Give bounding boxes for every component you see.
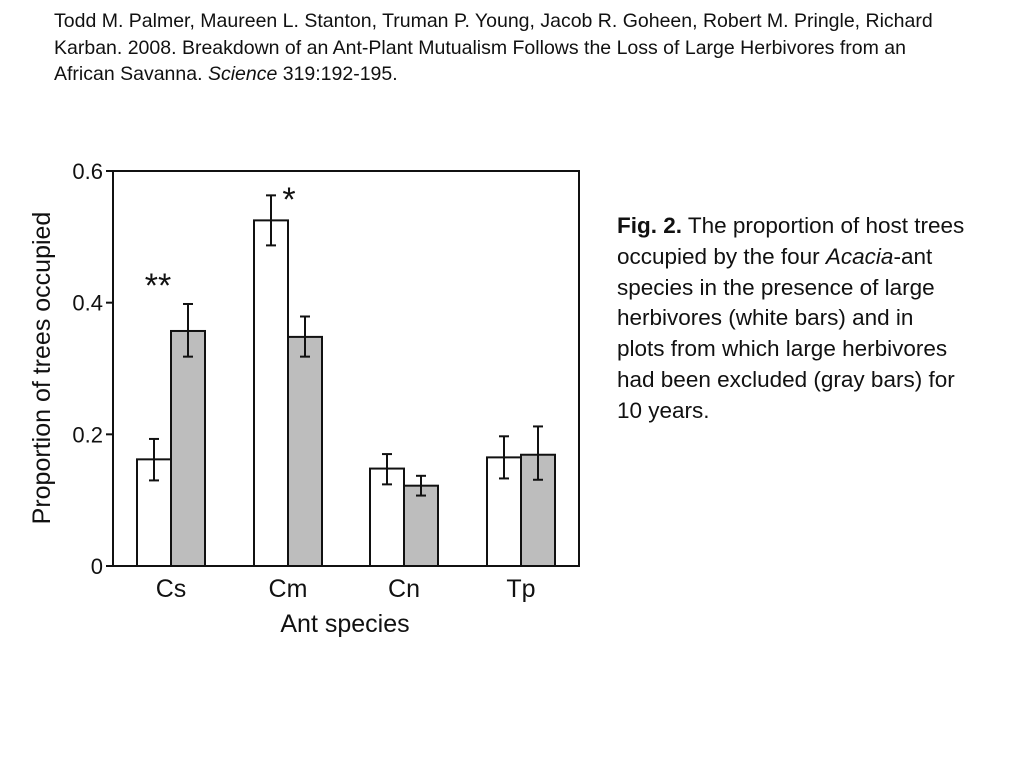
y-tick-label: 0.4 [72,290,103,316]
caption-label: Fig. 2. [617,213,683,238]
y-tick-label: 0 [90,554,103,579]
x-tick-label: Cm [268,575,308,603]
caption-text-before: The proportion of host trees occupied by the four [617,213,965,269]
y-tick-label: 0.2 [72,422,103,448]
x-tick-label: Cs [155,575,187,603]
citation-volume-pages: 319:192-195. [282,63,398,85]
significance-annotation: * [282,181,296,219]
x-tick-label: Tp [506,575,536,603]
bar-cn-excluded [404,486,438,566]
x-tick-label: Cn [388,575,420,603]
citation-title: Breakdown of an Ant-Plant Mutualism Follows the Loss of Large Herbivores from an African Savanna. [54,36,906,85]
y-tick-label: 0.6 [72,159,103,184]
caption-text-after: -ant species in the presence of large herbivores (white bars) and in plots from which large herbivores had been excluded (gray bars) for 10 years. [617,243,955,423]
plot-area [72,159,579,603]
bar-cm-excluded [288,337,322,566]
bar-cs-excluded [171,331,205,566]
citation-authors-year: Todd M. Palmer, Maureen L. Stanton, Truman P. Young, Jacob R. Goheen, Robert M. Pringle, Richard Karban. 2008. [54,10,933,59]
caption-italic-genus: Acacia [825,243,894,269]
citation-journal: Science [207,63,278,85]
bar-cm-present [254,220,288,566]
figure-caption [617,211,967,427]
x-axis-label: Ant species [280,610,410,638]
significance-annotation: ** [144,267,172,305]
y-axis-label: Proportion of trees occupied [28,211,56,525]
